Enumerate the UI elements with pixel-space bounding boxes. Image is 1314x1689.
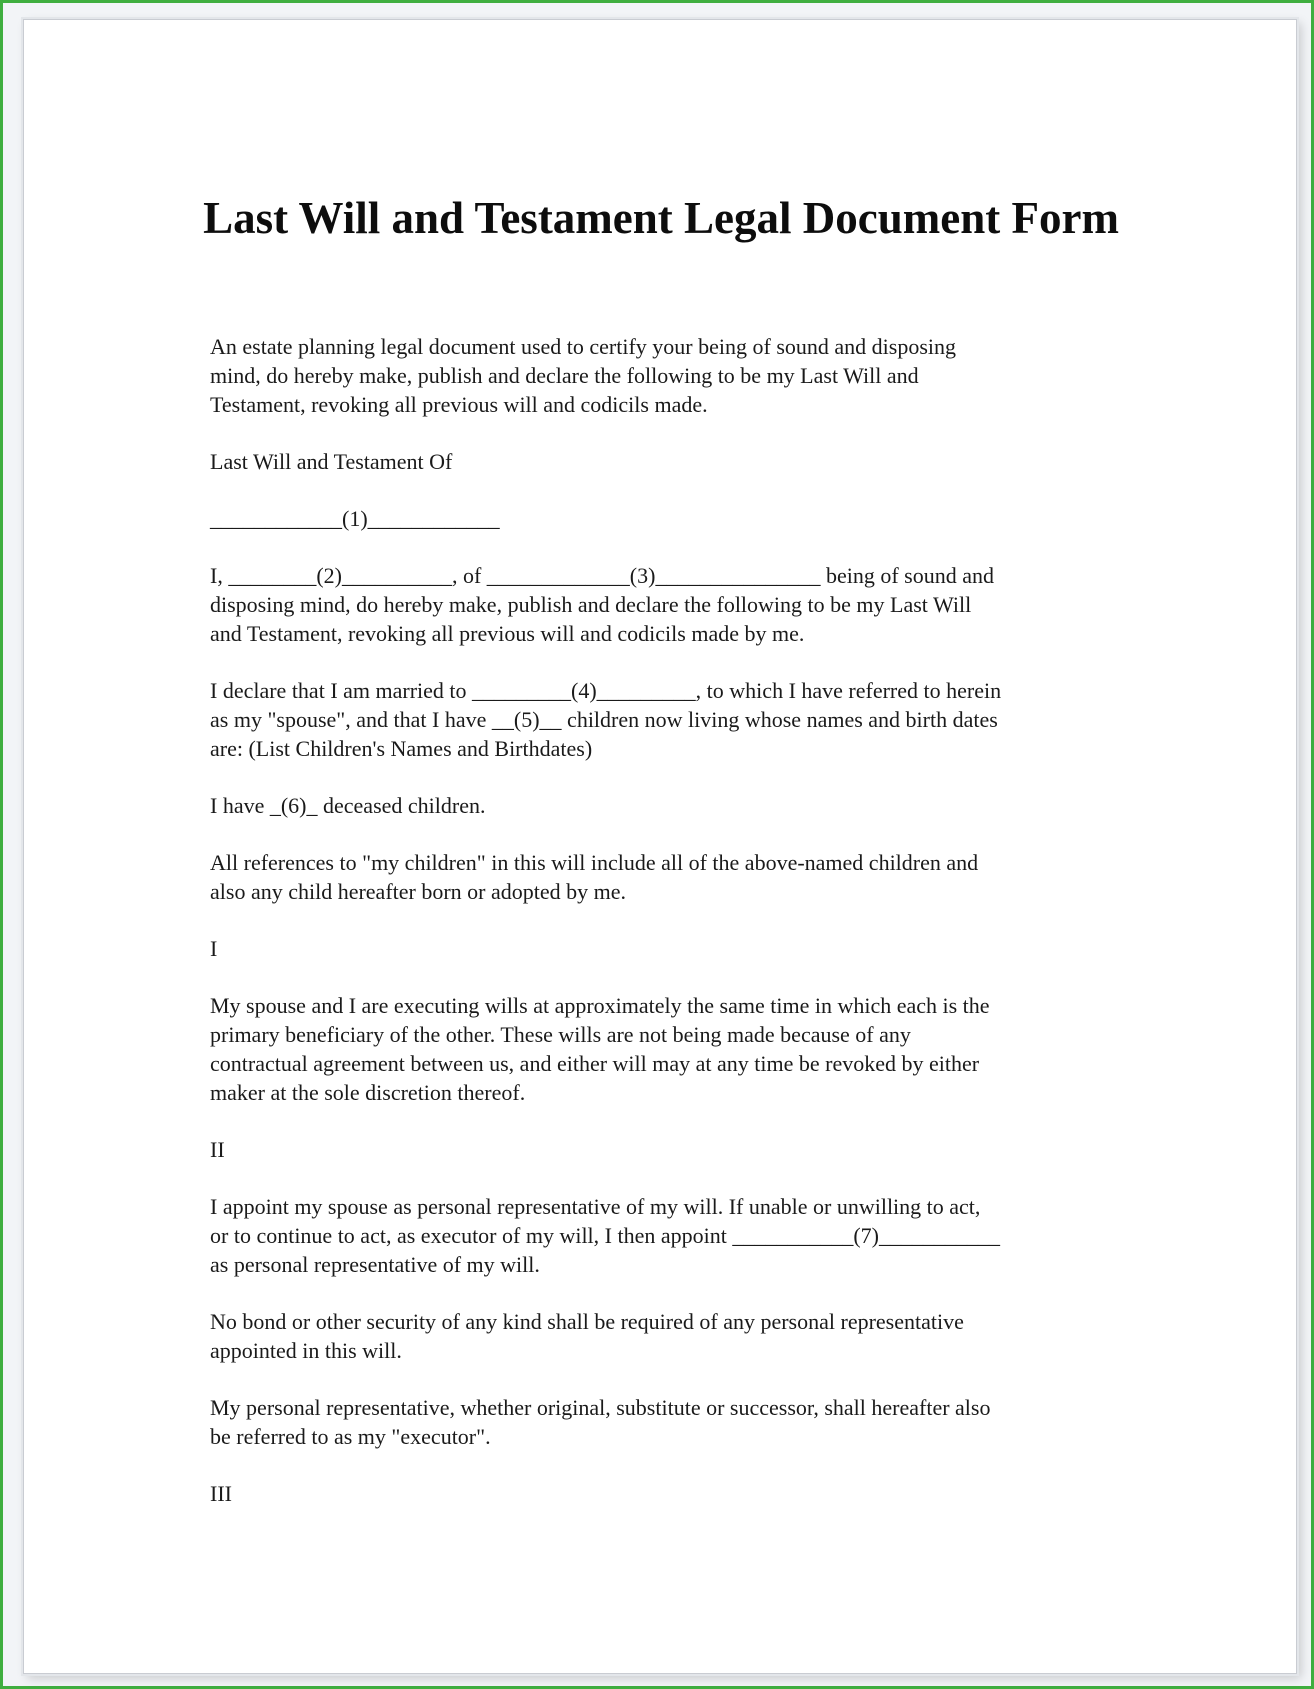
- deceased-children-paragraph: I have _(6)_ deceased children.: [210, 793, 486, 818]
- document-page: [23, 19, 1297, 1674]
- executor-paragraph: My personal representative, whether original, substitute or successor, shall hereafter also be referred to as my "executor".: [210, 1395, 991, 1449]
- document-title: Last Will and Testament Legal Document Form: [203, 193, 1119, 243]
- children-references-paragraph: All references to "my children" in this will include all of the above-named children and also any child hereafter born or adopted by me.: [210, 850, 979, 904]
- appointment-paragraph: I appoint my spouse as personal representative of my will. If unable or unwilling to act, or to continue to act, as executor of my will, I then appoint ___________(7)___________ as personal representative of my will.: [210, 1194, 1001, 1277]
- will-of-heading: Last Will and Testament Of: [210, 449, 453, 474]
- testator-name-blank: ____________(1)____________: [210, 506, 500, 531]
- section-number-2: II: [210, 1137, 225, 1162]
- section-number-3: III: [210, 1481, 232, 1506]
- marriage-paragraph: I declare that I am married to _________(4)_________, to which I have referred to herein as my "spouse", and that I have __(5)__ children now living whose names and birth dates are: (List Children's Names and Birthdates): [210, 678, 1002, 761]
- section-number-1: I: [210, 936, 218, 961]
- declaration-paragraph: I, ________(2)__________, of _____________(3)_______________ being of sound and disposing mind, do hereby make, publish and declare the following to be my Last Will and Testament, revoking all previous will and codicils made by me.: [210, 563, 994, 646]
- spouse-wills-paragraph: My spouse and I are executing wills at approximately the same time in which each is the primary beneficiary of the other. These wills are not being made because of any contractual agreement between us, and either will may at any time be revoked by either maker at the sole discretion thereof.: [210, 993, 990, 1105]
- bond-paragraph: No bond or other security of any kind shall be required of any personal representative appointed in this will.: [210, 1309, 964, 1363]
- document-body: [210, 332, 1160, 1536]
- intro-paragraph: An estate planning legal document used to certify your being of sound and disposing mind, do hereby make, publish and declare the following to be my Last Will and Testament, revoking all previous will and codicils made.: [210, 334, 957, 417]
